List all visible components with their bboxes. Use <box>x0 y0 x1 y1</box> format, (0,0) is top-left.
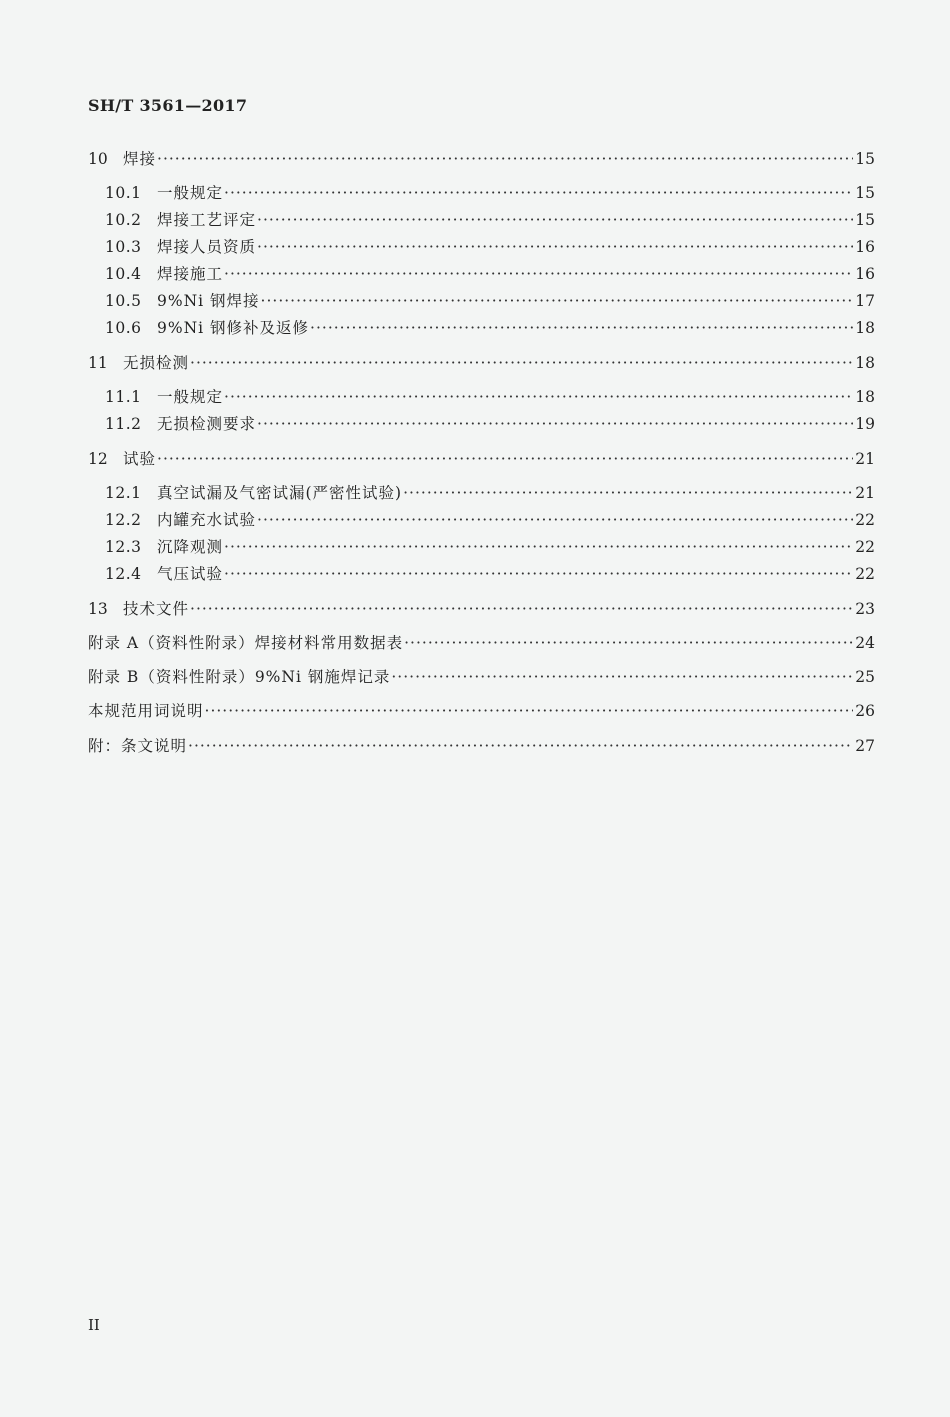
toc-entry-number: 10.1 <box>105 184 142 202</box>
toc-entry[interactable] <box>105 508 875 532</box>
toc-entry[interactable] <box>88 631 875 655</box>
toc-entry-number: 10.3 <box>105 238 142 256</box>
dot-leader <box>205 699 854 723</box>
dot-leader <box>403 481 853 505</box>
toc-entry-title: 气压试验 <box>157 565 224 583</box>
toc-entry-page: 15 <box>855 184 875 202</box>
toc-entry-number: 13 <box>88 600 108 618</box>
dot-leader <box>404 631 853 655</box>
toc-entry-title: 焊接施工 <box>157 265 224 283</box>
dot-leader <box>310 316 853 340</box>
toc-entry-page: 18 <box>855 354 875 372</box>
toc-entry-page: 15 <box>855 150 875 168</box>
dot-leader <box>157 447 853 471</box>
toc-entry-page: 18 <box>855 319 875 337</box>
toc-entry-page: 15 <box>855 211 875 229</box>
toc-entry[interactable] <box>88 447 875 471</box>
toc-entry[interactable] <box>105 262 875 286</box>
toc-entry-title: 9%Ni 钢焊接 <box>157 292 260 310</box>
dot-leader <box>224 385 853 409</box>
toc-entry-page: 19 <box>855 415 875 433</box>
toc-entry[interactable] <box>88 665 875 689</box>
toc-entry[interactable] <box>105 208 875 232</box>
toc-entry-title: 焊接工艺评定 <box>157 211 257 229</box>
dot-leader <box>224 562 853 586</box>
dot-leader <box>224 181 853 205</box>
toc-entry-number: 11.2 <box>105 415 142 433</box>
toc-entry-number: 11 <box>88 354 108 372</box>
dot-leader <box>224 535 853 559</box>
toc-entry[interactable] <box>105 181 875 205</box>
toc-entry-number: 12.1 <box>105 484 142 502</box>
toc-entry-number: 10.4 <box>105 265 142 283</box>
toc-entry-page: 16 <box>855 265 875 283</box>
toc-entry-number: 10 <box>88 150 108 168</box>
toc-entry-page: 16 <box>855 238 875 256</box>
toc-entry-number: 10.2 <box>105 211 142 229</box>
toc-entry[interactable] <box>88 597 875 621</box>
toc-entry-title: 焊接人员资质 <box>157 238 257 256</box>
toc-entry-title: 沉降观测 <box>157 538 224 556</box>
toc-entry-page: 26 <box>855 702 875 720</box>
toc-entry-page: 25 <box>855 668 875 686</box>
dot-leader <box>157 147 853 171</box>
dot-leader <box>257 208 853 232</box>
toc-entry-page: 22 <box>855 538 875 556</box>
toc-entry-number: 10.6 <box>105 319 142 337</box>
dot-leader <box>257 508 853 532</box>
toc-entry-title: 一般规定 <box>157 184 224 202</box>
toc-entry-title: 无损检测要求 <box>157 415 257 433</box>
toc-entry-title: 本规范用词说明 <box>88 702 204 720</box>
toc-entry-number: 12.4 <box>105 565 142 583</box>
toc-entry-page: 22 <box>855 511 875 529</box>
toc-entry[interactable] <box>105 289 875 313</box>
toc-entry[interactable] <box>105 412 875 436</box>
toc-entry[interactable] <box>105 481 875 505</box>
page-number-footer: II <box>88 1316 100 1334</box>
toc-entry-page: 22 <box>855 565 875 583</box>
toc-entry[interactable] <box>105 535 875 559</box>
toc-entry[interactable] <box>88 699 875 723</box>
toc-entry[interactable] <box>88 734 875 758</box>
toc-entry-title: 9%Ni 钢修补及返修 <box>157 319 310 337</box>
toc-entry-page: 21 <box>855 484 875 502</box>
dot-leader <box>257 412 853 436</box>
toc-entry-page: 17 <box>855 292 875 310</box>
toc-entry-title: 附录 A（资料性附录）焊接材料常用数据表 <box>88 634 404 652</box>
toc-entry-title: 试验 <box>123 450 157 468</box>
toc-entry[interactable] <box>105 385 875 409</box>
toc-entry-page: 27 <box>855 737 875 755</box>
toc-entry[interactable] <box>105 235 875 259</box>
toc-entry-number: 12.3 <box>105 538 142 556</box>
dot-leader <box>391 665 853 689</box>
dot-leader <box>188 734 853 758</box>
toc-entry[interactable] <box>88 147 875 171</box>
toc-entry-number: 10.5 <box>105 292 142 310</box>
toc-entry[interactable] <box>105 562 875 586</box>
dot-leader <box>190 597 853 621</box>
dot-leader <box>224 262 853 286</box>
toc-entry-title: 附录 B（资料性附录）9%Ni 钢施焊记录 <box>88 668 391 686</box>
toc-entry-title: 一般规定 <box>157 388 224 406</box>
dot-leader <box>257 235 853 259</box>
toc-entry-title: 真空试漏及气密试漏(严密性试验) <box>157 484 403 502</box>
toc-entry[interactable] <box>88 351 875 375</box>
toc-entry-title: 内罐充水试验 <box>157 511 257 529</box>
toc-entry-title: 焊接 <box>123 150 157 168</box>
toc-entry-number: 12 <box>88 450 108 468</box>
toc-entry-page: 23 <box>855 600 875 618</box>
document-code: SH/T 3561—2017 <box>88 96 248 115</box>
toc-entry[interactable] <box>105 316 875 340</box>
toc-entry-title: 技术文件 <box>123 600 190 618</box>
dot-leader <box>190 351 853 375</box>
toc-entry-page: 24 <box>855 634 875 652</box>
dot-leader <box>261 289 854 313</box>
toc-entry-title: 无损检测 <box>123 354 190 372</box>
toc-entry-number: 11.1 <box>105 388 142 406</box>
toc-entry-page: 21 <box>855 450 875 468</box>
toc-entry-page: 18 <box>855 388 875 406</box>
toc-entry-number: 12.2 <box>105 511 142 529</box>
toc-entry-title: 附：条文说明 <box>88 737 188 755</box>
